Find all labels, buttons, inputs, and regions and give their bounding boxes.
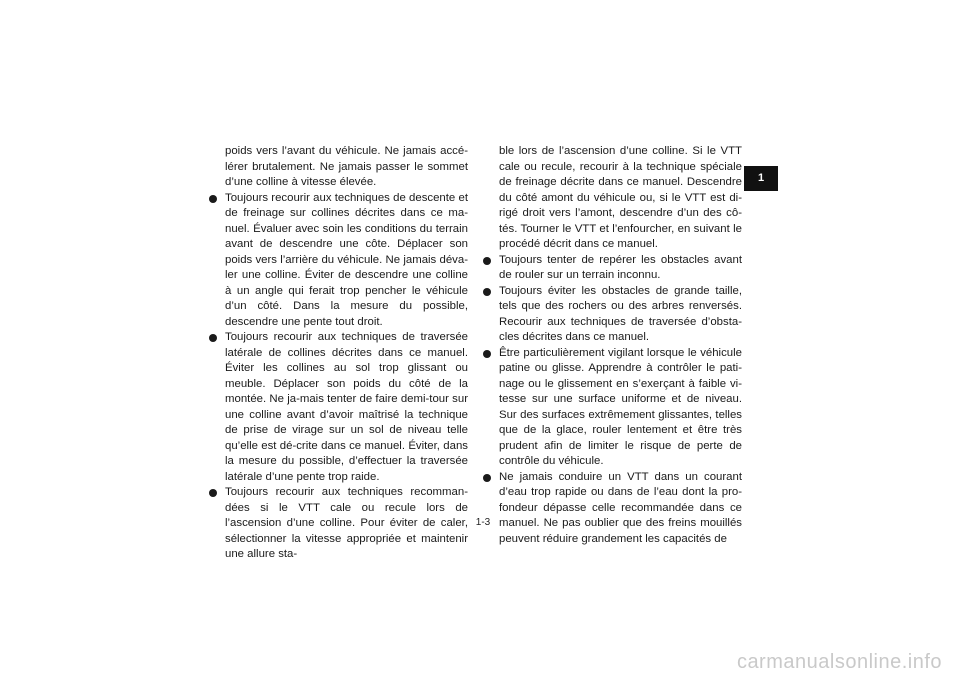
bullet-item: [480, 346, 742, 470]
bullet-text: Toujours éviter les obstacles de grande taille, tels que des rochers ou des arbres renversés. Recourir aux techniques de traversée d’obsta-cles décrites dans ce manuel.: [499, 284, 742, 343]
page-number: 1-3: [475, 517, 491, 528]
bullet-text: Ne jamais conduire un VTT dans un courant d’eau trop rapide ou dans de l’eau dont la pro-fondeur dépasse celle recommandée dans ce manuel. Ne pas oublier que des freins mouillés peuvent réduire grandement les capacités de: [499, 470, 742, 545]
left-text-column: [206, 144, 468, 563]
bullet-dot-icon: [209, 195, 217, 203]
bullet-text: Toujours recourir aux techniques de descente et de freinage sur collines décrites dans ce ma-nuel. Évaluer avec soin les conditions du terrain avant de descendre une côte. Déplacer son poids vers l’arrière du véhicule. Ne jamais déva-ler une colline. Éviter de descendre une colline à un angle qui ferait trop pencher le véhicule d’un côté. Dans la mesure du possible, descendre une pente tout droit.: [225, 191, 468, 328]
bullet-dot-icon: [209, 489, 217, 497]
bullet-dot-icon: [483, 350, 491, 358]
bullet-dot-icon: [483, 288, 491, 296]
chapter-tab: 1: [744, 166, 778, 191]
watermark: carmanualsonline.info: [736, 651, 942, 673]
right-continuation-paragraph: ble lors de l’ascension d’une colline. Si le VTT cale ou recule, recourir à la technique spéciale de freinage décrite dans ce manuel. Descendre du côté amont du véhicule ou, si le VTT est di-rigé droit vers l’amont, descendre d’un des cô-tés. Tourner le VTT et l’enfourcher, en suivant le procédé décrit dans ce manuel.: [499, 145, 742, 250]
bullet-dot-icon: [209, 334, 217, 342]
bullet-text: Toujours recourir aux techniques de traversée latérale de collines décrites dans ce manuel. Éviter les collines au sol trop glissant ou meuble. Déplacer son poids du côté de la montée. Ne ja-mais tenter de faire demi-tour sur une colline avant d’avoir maîtrisé la technique de prise de virage sur un sol de niveau telle qu’elle est dé-crite dans ce manuel. Éviter, dans la mesure du possible, d’effectuer la traversée latérale d’une pente trop raide.: [225, 331, 468, 483]
bullet-item: [480, 284, 742, 346]
bullet-dot-icon: [483, 474, 491, 482]
left-continuation-paragraph: poids vers l’avant du véhicule. Ne jamais accé-lérer brutalement. Ne jamais passer le sommet d’une colline à vitesse élevée.: [225, 145, 468, 188]
bullet-item: [206, 191, 468, 331]
bullet-text: Toujours recourir aux techniques recomman-dées si le VTT cale ou recule lors de l’ascension d’une colline. Pour éviter de caler, sélectionner la vitesse appropriée et maintenir une allure sta-: [225, 486, 468, 560]
bullet-text: Être particulièrement vigilant lorsque le véhicule patine ou glisse. Apprendre à contrôler le pati-nage ou le glissement en s’exerçant à faible vi-tesse sur une surface uniforme et de niveau. Sur des surfaces extrêmement glissantes, telles que de la glace, rouler lentement et être très prudent afin de limiter le risque de perte de contrôle du véhicule.: [499, 346, 742, 467]
right-text-column: [480, 144, 742, 547]
bullet-item: [480, 253, 742, 284]
bullet-text: Toujours tenter de repérer les obstacles avant de rouler sur un terrain inconnu.: [499, 253, 742, 281]
bullet-item: [206, 485, 468, 563]
bullet-item: [206, 330, 468, 485]
bullet-dot-icon: [483, 257, 491, 265]
bullet-item: [480, 470, 742, 548]
